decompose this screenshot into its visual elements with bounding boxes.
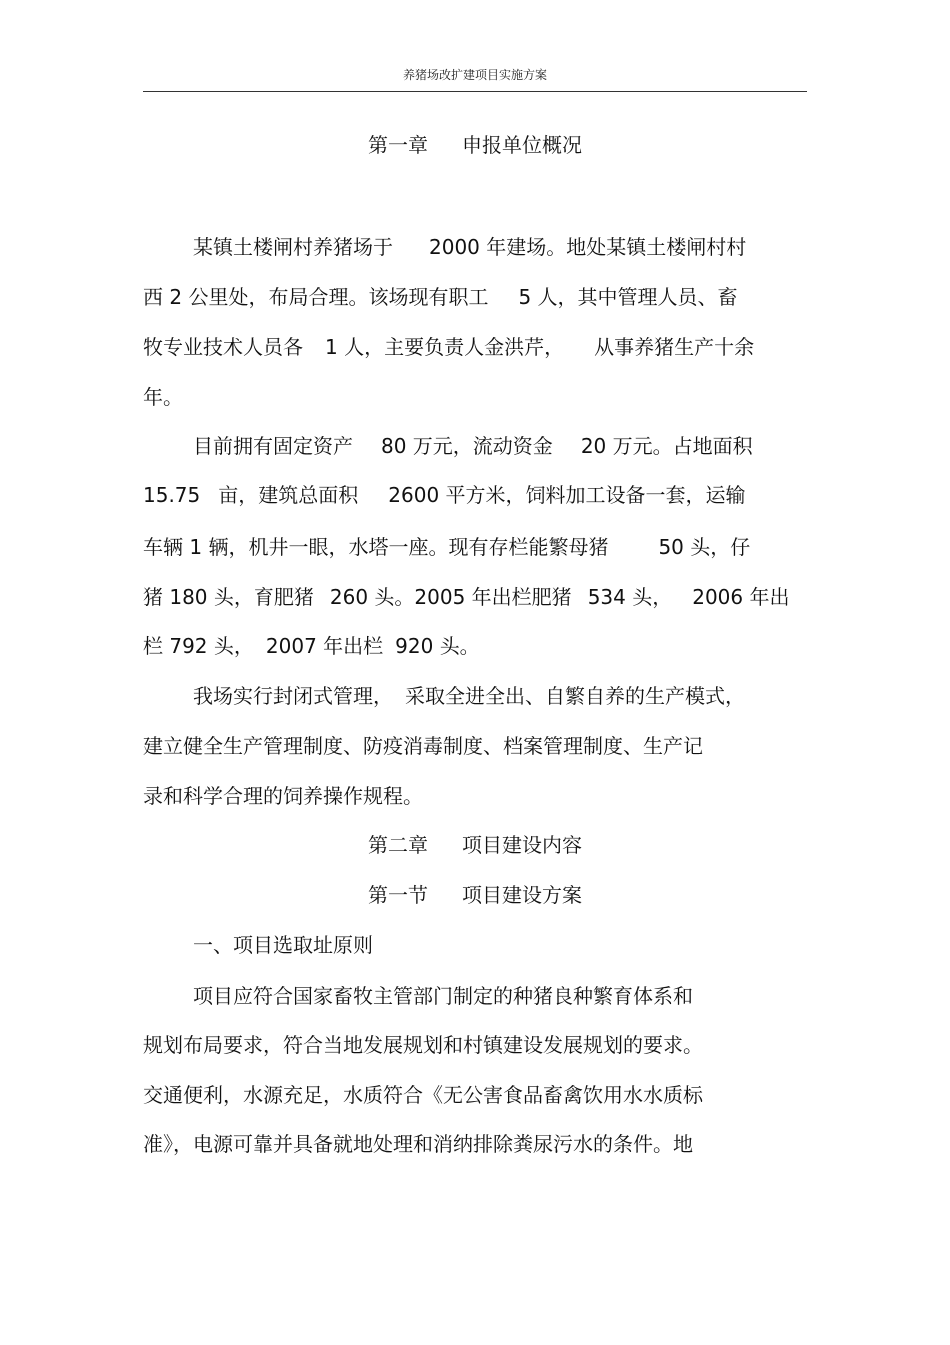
subheading: 一、项目选取址原则 xyxy=(193,933,373,957)
paragraph-line: 目前拥有固定资产 80 万元，流动资金 20 万元。占地面积 xyxy=(193,434,753,458)
paragraph-line: 建立健全生产管理制度、防疫消毒制度、档案管理制度、生产记 xyxy=(143,734,703,758)
chapter-1-heading xyxy=(0,132,950,158)
chapter-2-heading xyxy=(0,832,950,858)
paragraph-line: 交通便利，水源充足，水质符合《无公害食品畜禽饮用水水质标 xyxy=(143,1083,703,1107)
paragraph-line: 栏 792 头， 2007 年出栏 920 头。 xyxy=(143,634,480,658)
section-number: 第一节 xyxy=(368,883,428,907)
paragraph-line: 项目应符合国家畜牧主管部门制定的种猪良种繁育体系和 xyxy=(193,984,693,1008)
header-rule xyxy=(143,91,807,92)
paragraph-line: 准》，电源可靠并具备就地处理和消纳排除粪尿污水的条件。地 xyxy=(143,1132,693,1156)
chapter-1-title: 申报单位概况 xyxy=(462,133,582,157)
paragraph-line: 录和科学合理的饲养操作规程。 xyxy=(143,784,423,808)
paragraph-line: 牧专业技术人员各 1 人，主要负责人金洪芹， 从事养猪生产十余 xyxy=(143,335,755,359)
running-header: 养猪场改扩建项目实施方案 xyxy=(402,68,547,82)
section-title: 项目建设方案 xyxy=(462,883,582,907)
chapter-2-title: 项目建设内容 xyxy=(462,833,582,857)
chapter-2-number: 第二章 xyxy=(368,833,428,857)
paragraph-line: 某镇土楼闸村养猪场于 2000 年建场。地处某镇土楼闸村村 xyxy=(193,235,747,259)
paragraph-line: 年。 xyxy=(143,385,183,409)
paragraph-line: 车辆 1 辆，机井一眼，水塔一座。现有存栏能繁母猪 50 头，仔 xyxy=(143,535,751,559)
paragraph-line: 西 2 公里处，布局合理。该场现有职工 5 人，其中管理人员、畜 xyxy=(143,285,738,309)
paragraph-line: 猪 180 头，育肥猪 260 头。2005 年出栏肥猪 534 头， 2006 年出 xyxy=(143,585,790,609)
chapter-1-number: 第一章 xyxy=(368,133,428,157)
paragraph-line: 我场实行封闭式管理， 采取全进全出、自繁自养的生产模式， xyxy=(193,684,745,708)
section-heading xyxy=(0,882,950,908)
paragraph-line: 规划布局要求，符合当地发展规划和村镇建设发展规划的要求。 xyxy=(143,1033,703,1057)
paragraph-line: 15.75 亩，建筑总面积 2600 平方米，饲料加工设备一套，运输 xyxy=(143,483,746,507)
